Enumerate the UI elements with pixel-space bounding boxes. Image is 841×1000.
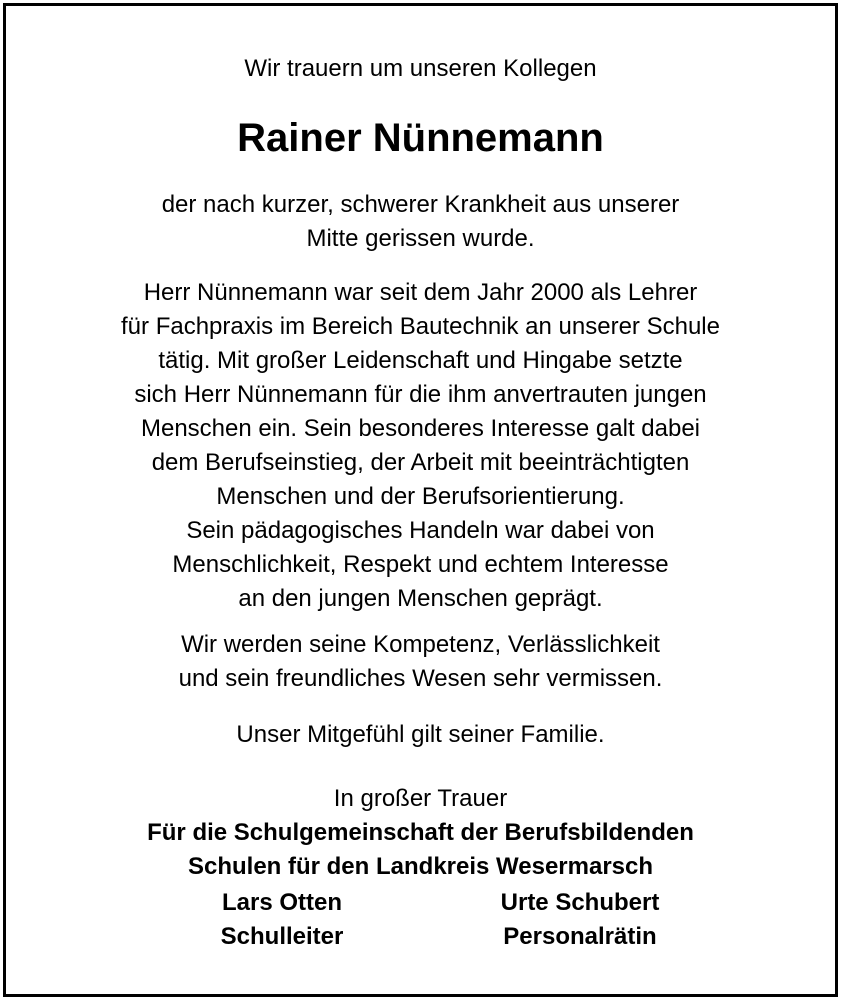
signer-name: Urte Schubert <box>500 889 660 916</box>
intro-line: Wir trauern um unseren Kollegen <box>244 55 597 82</box>
organization-line: Für die Schulgemeinschaft der Berufsbildenden <box>147 819 694 846</box>
paragraph-condolence <box>6 718 835 752</box>
signer-right <box>430 886 730 954</box>
text-line: Menschlichkeit, Respekt und echtem Interesse <box>172 551 669 578</box>
text-line: Mitte gerissen wurde. <box>306 225 535 252</box>
paragraph-remembrance <box>6 628 835 696</box>
text-line: Menschen und der Berufsorientierung. <box>216 483 625 510</box>
text-line: Unser Mitgefühl gilt seiner Familie. <box>236 721 605 748</box>
signer-role: Schulleiter <box>220 923 344 950</box>
signer-name: Lars Otten <box>221 889 343 916</box>
obituary-frame <box>3 3 838 997</box>
text-line: dem Berufseinstieg, der Arbeit mit beeinträchtigten <box>151 449 690 476</box>
text-line: sich Herr Nünnemann für die ihm anvertrauten jungen <box>134 381 707 408</box>
closing-block <box>6 782 835 884</box>
paragraph-tribute <box>6 276 835 616</box>
text-line: Menschen ein. Sein besonderes Interesse galt dabei <box>140 415 701 442</box>
deceased-name: Rainer Nünnemann <box>237 116 604 160</box>
signer-role: Personalrätin <box>503 923 657 950</box>
text-line: der nach kurzer, schwerer Krankheit aus unserer <box>161 191 680 218</box>
text-line: an den jungen Menschen geprägt. <box>238 585 603 612</box>
organization-line: Schulen für den Landkreis Wesermarsch <box>187 853 654 880</box>
text-line: Sein pädagogisches Handeln war dabei von <box>186 517 655 544</box>
paragraph-circumstances <box>6 188 835 256</box>
text-line: Herr Nünnemann war seit dem Jahr 2000 als Lehrer <box>143 279 698 306</box>
signer-left <box>132 886 432 954</box>
text-line: Wir werden seine Kompetenz, Verlässlichkeit <box>181 631 660 658</box>
text-line: für Fachpraxis im Bereich Bautechnik an unserer Schule <box>121 313 720 340</box>
text-line: und sein freundliches Wesen sehr vermissen. <box>178 665 663 692</box>
text-line: tätig. Mit großer Leidenschaft und Hingabe setzte <box>158 347 683 374</box>
closing-salutation: In großer Trauer <box>333 785 508 812</box>
